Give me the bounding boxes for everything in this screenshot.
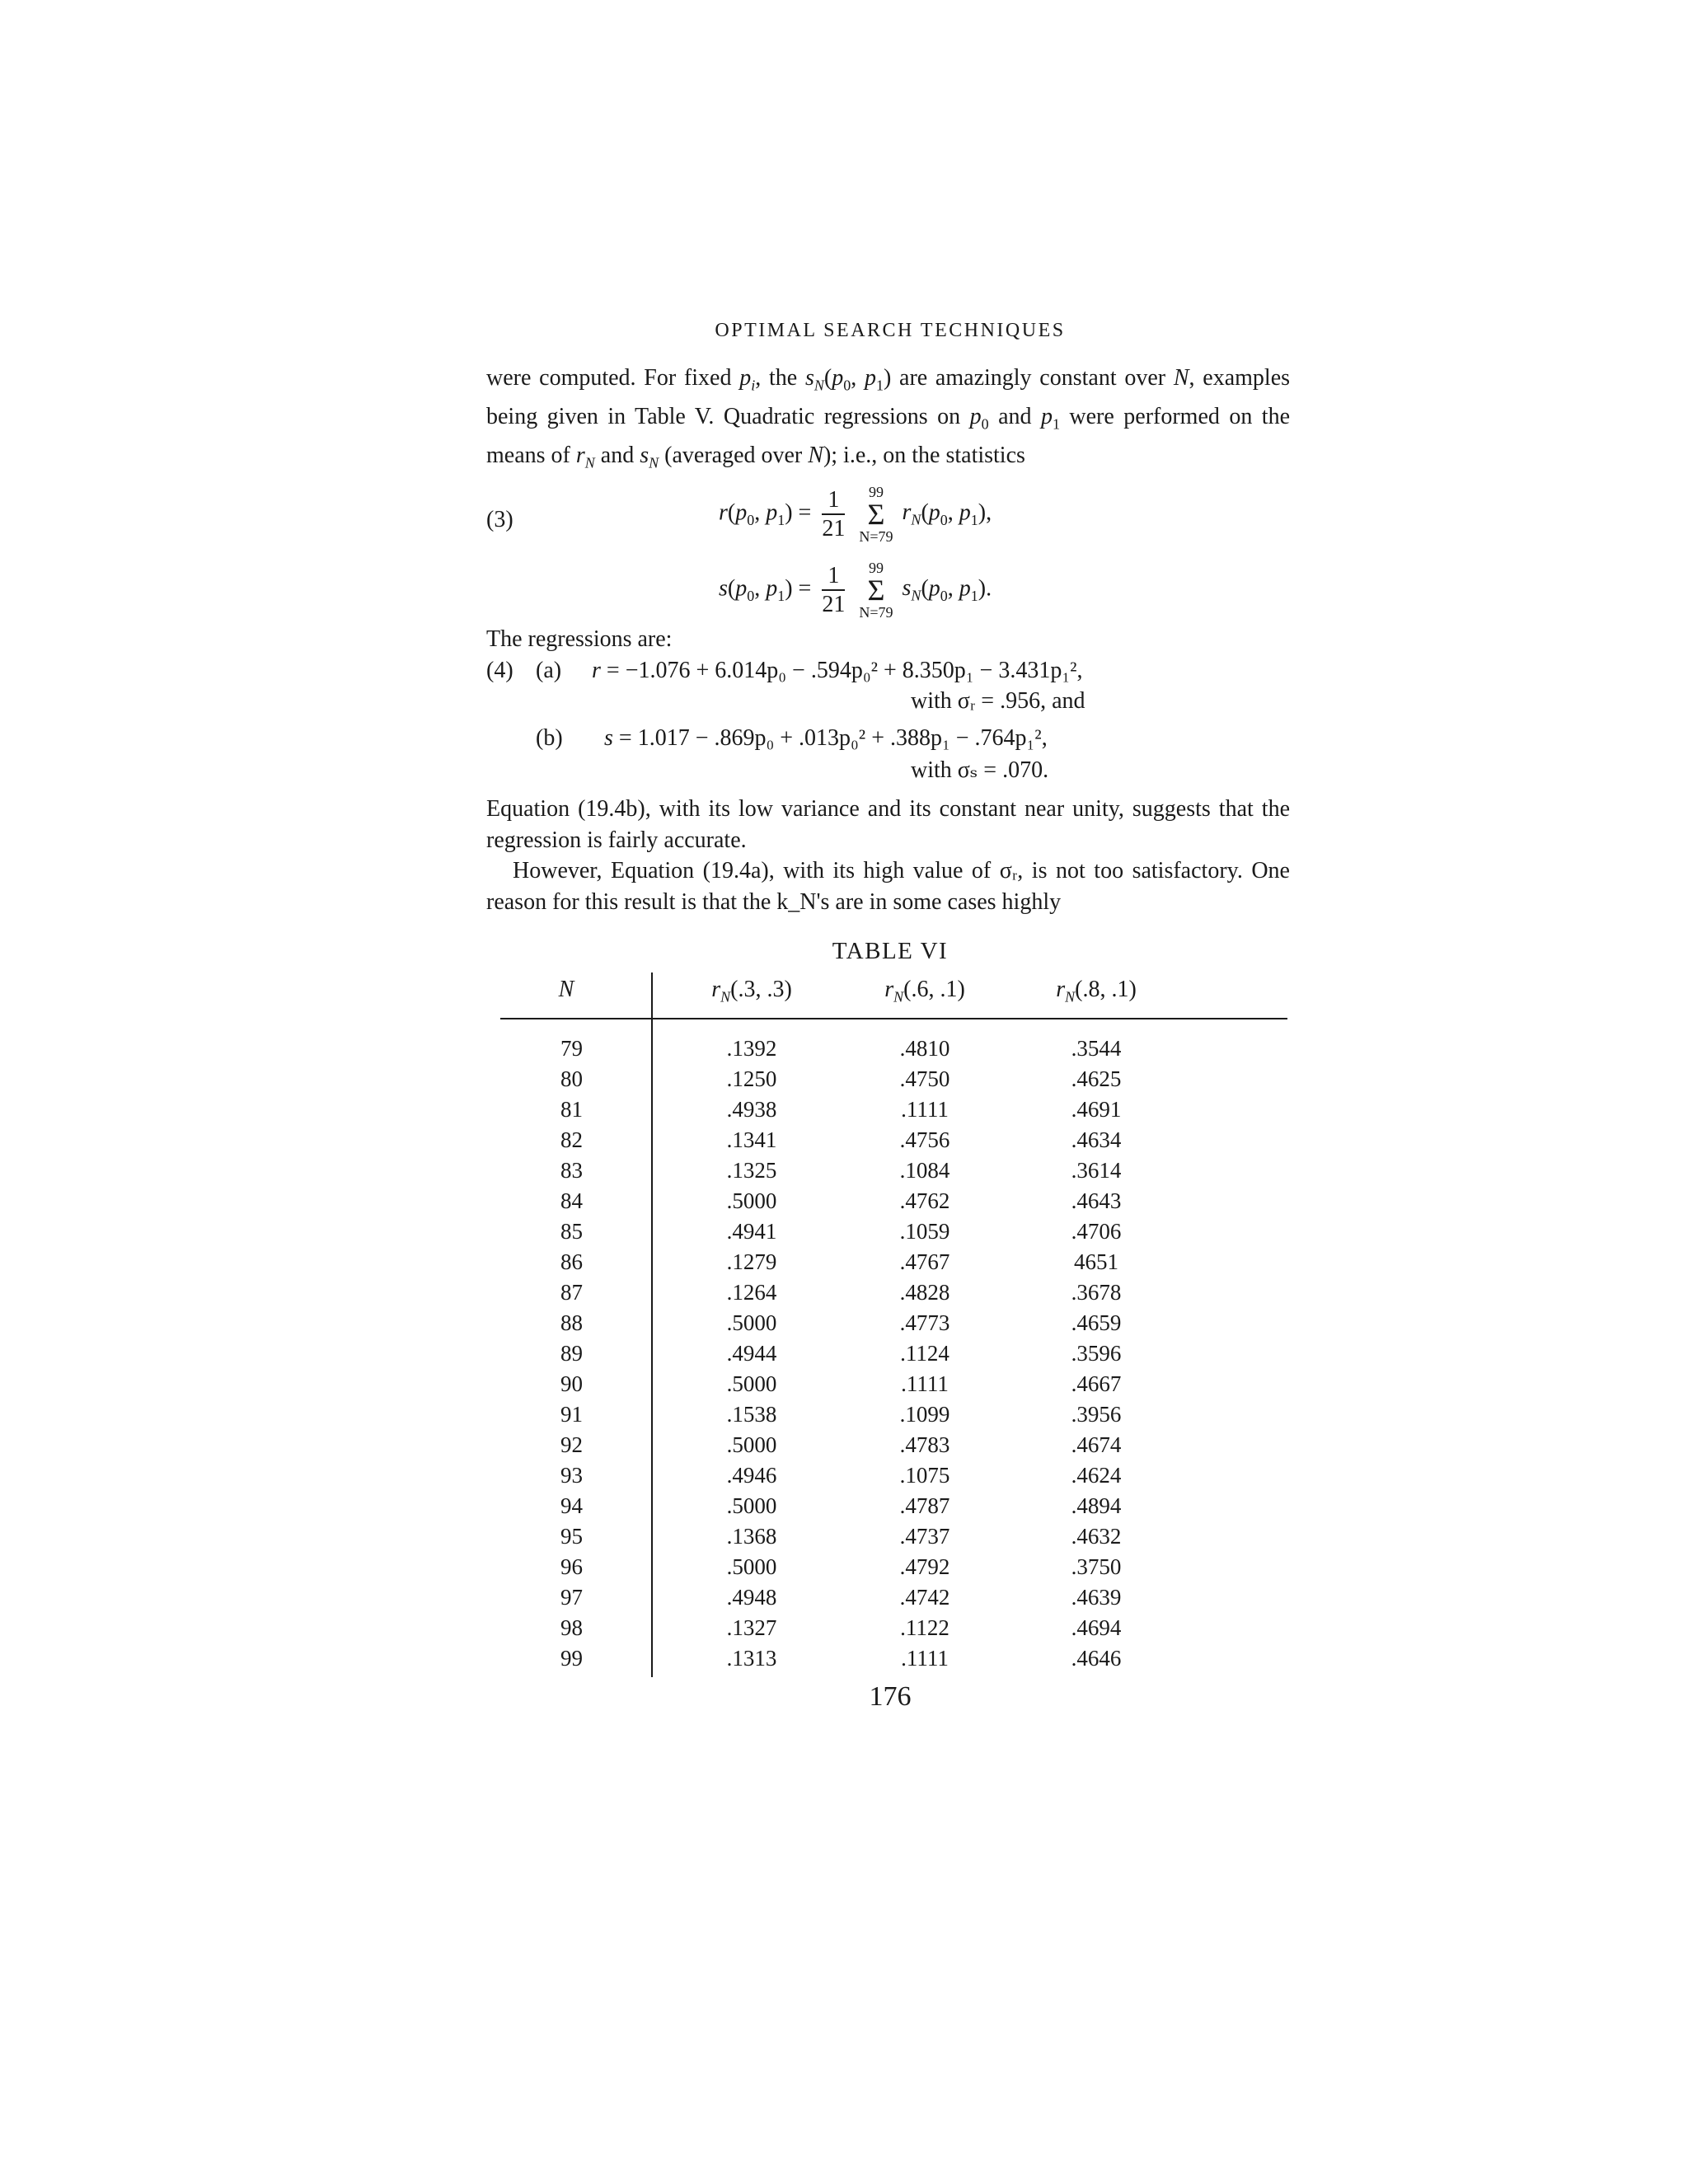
table-row <box>500 1524 1287 1554</box>
table-cell: .4810 <box>899 1036 950 1061</box>
table-cell: .4659 <box>1071 1310 1122 1335</box>
table-cell: .4624 <box>1071 1463 1122 1488</box>
table-cell: .3750 <box>1071 1554 1122 1579</box>
table-row <box>500 1036 1287 1066</box>
table-row <box>500 1341 1287 1371</box>
table-cell: .4787 <box>899 1493 950 1518</box>
table-cell: 80 <box>560 1066 583 1091</box>
table-cell: .5000 <box>726 1493 777 1518</box>
table-row <box>500 1188 1287 1219</box>
table-row <box>500 1493 1287 1524</box>
regressions-intro: The regressions are: <box>486 626 673 652</box>
table-horizontal-rule <box>500 1018 1287 1019</box>
table-cell: .1124 <box>900 1341 950 1366</box>
paragraph-intro <box>486 363 1290 479</box>
table-cell: .1341 <box>726 1127 777 1152</box>
table-cell: .4646 <box>1071 1646 1122 1671</box>
table-cell: 86 <box>560 1249 583 1274</box>
table-cell: 93 <box>560 1463 583 1488</box>
table-cell: 96 <box>560 1554 583 1579</box>
col-header-r81: $r_N(.8$, .1) <box>1056 977 1137 1005</box>
col-header-r33: $r_N(.3$, .3) <box>711 977 792 1005</box>
table-cell: .1313 <box>726 1646 777 1671</box>
table-cell: .4894 <box>1071 1493 1122 1518</box>
table-cell: .4674 <box>1071 1432 1122 1457</box>
table-cell: .4767 <box>899 1249 950 1274</box>
table-cell: .1122 <box>900 1615 950 1640</box>
table-cell: .5000 <box>726 1432 777 1457</box>
equation-3-r: $r(p_0$, $p_1$) = $\frac{1}{21}$ 99 Σ N=79 $r_N(p_0$, $p_1$), <box>719 484 992 545</box>
table-cell: .4742 <box>899 1585 950 1610</box>
running-head: OPTIMAL SEARCH TECHNIQUES <box>715 320 1066 341</box>
table-cell: 88 <box>560 1310 583 1335</box>
fraction: $\frac{1}{21}$ <box>822 562 846 617</box>
table-cell: .4691 <box>1071 1097 1122 1122</box>
table-cell: .1075 <box>899 1463 950 1488</box>
table-cell: .1111 <box>901 1097 949 1122</box>
table-cell: 94 <box>560 1493 583 1518</box>
equation-4a-label: (a) <box>536 658 562 683</box>
table-cell: .1250 <box>726 1066 777 1091</box>
table-cell: .4938 <box>726 1097 777 1122</box>
table-cell: 90 <box>560 1371 583 1396</box>
intro-text: were computed. For fixed $p_i$, the $s_N(p_0$, $p_1$) are amazingly constant over N, examples being given in Table V. Quadratic regressions on $p_0$ and $p_1$ were performed on the means of $r_N$ and $s_N$ (averaged over N); i.e., on the statistics <box>486 365 1291 471</box>
table-cell: 92 <box>560 1432 583 1457</box>
table-cell: .4634 <box>1071 1127 1122 1152</box>
table-body <box>500 1036 1287 1676</box>
table-cell: 82 <box>560 1127 583 1152</box>
table-cell: .4762 <box>899 1188 950 1213</box>
table-cell: .1327 <box>726 1615 777 1640</box>
table-cell: .4828 <box>899 1280 950 1305</box>
table-cell: .4792 <box>899 1554 950 1579</box>
table-cell: 97 <box>560 1585 583 1610</box>
table-row <box>500 1646 1287 1676</box>
table-cell: 95 <box>560 1524 583 1549</box>
equation-3-label: (3) <box>486 507 513 532</box>
table-cell: .3596 <box>1071 1341 1122 1366</box>
paragraph-low-variance: Equation (19.4b), with its low variance and its constant near unity, suggests that the regression is fairly accurate. <box>486 796 1290 853</box>
table-cell: 4651 <box>1074 1249 1118 1274</box>
table-cell: .4773 <box>899 1310 950 1335</box>
col-header-n: N <box>558 977 574 1002</box>
table-row <box>500 1097 1287 1127</box>
equation-4-label: (4) <box>486 658 513 683</box>
table-cell: .4625 <box>1071 1066 1122 1091</box>
table-cell: 99 <box>560 1646 583 1671</box>
table-cell: .4694 <box>1071 1615 1122 1640</box>
table-row <box>500 1371 1287 1402</box>
col-header-r61: $r_N(.6$, .1) <box>884 977 965 1005</box>
table-cell: .5000 <box>726 1371 777 1396</box>
table-cell: .4632 <box>1071 1524 1122 1549</box>
table-cell: .4737 <box>899 1524 950 1549</box>
table-cell: .4750 <box>899 1066 950 1091</box>
table-cell: .5000 <box>726 1188 777 1213</box>
table-row <box>500 1402 1287 1432</box>
table-cell: 83 <box>560 1158 583 1183</box>
table-row <box>500 1554 1287 1585</box>
table-cell: .5000 <box>726 1310 777 1335</box>
table-cell: .1111 <box>901 1646 949 1671</box>
table-cell: 85 <box>560 1219 583 1244</box>
table-cell: 84 <box>560 1188 583 1213</box>
fraction: $\frac{1}{21}$ <box>822 486 846 541</box>
paragraph-high-sigma: However, Equation (19.4a), with its high value of σᵣ, is not too satisfactory. One reason for this result is that the k_N's are in some cases highly <box>486 858 1290 915</box>
table-cell: .1325 <box>726 1158 777 1183</box>
table-title: TABLE VI <box>832 938 949 964</box>
table-cell: .1279 <box>726 1249 777 1274</box>
table-cell: .4706 <box>1071 1219 1122 1244</box>
table-cell: .4944 <box>726 1341 777 1366</box>
table-cell: .1059 <box>899 1219 950 1244</box>
table-cell: .4639 <box>1071 1585 1122 1610</box>
table-cell: .1392 <box>726 1036 777 1061</box>
sum-symbol: 99 Σ N=79 <box>859 484 893 545</box>
table-cell: 89 <box>560 1341 583 1366</box>
table-cell: .3614 <box>1071 1158 1122 1183</box>
table-cell: .3678 <box>1071 1280 1122 1305</box>
table-cell: .1368 <box>726 1524 777 1549</box>
table-row <box>500 1219 1287 1249</box>
table-row <box>500 1310 1287 1341</box>
equation-3-s: $s(p_0$, $p_1$) = $\frac{1}{21}$ 99 Σ N=79 $s_N(p_0$, $p_1$). <box>719 560 992 621</box>
table-row <box>500 1463 1287 1493</box>
table-cell: .4948 <box>726 1585 777 1610</box>
table-cell: 98 <box>560 1615 583 1640</box>
table-row <box>500 1158 1287 1188</box>
table-row <box>500 1585 1287 1615</box>
table-row <box>500 1615 1287 1646</box>
table-row <box>500 1127 1287 1158</box>
table-cell: .1264 <box>726 1280 777 1305</box>
table-cell: .4756 <box>899 1127 950 1152</box>
equation-4b-sigma: with σₛ = .070. <box>911 757 1049 783</box>
table-cell: .1084 <box>899 1158 950 1183</box>
table-cell: .4941 <box>726 1219 777 1244</box>
table-cell: 87 <box>560 1280 583 1305</box>
page-number: 176 <box>869 1681 912 1712</box>
equation-4a-sigma: with σᵣ = .956, and <box>911 688 1085 714</box>
equation-4b-label: (b) <box>536 725 563 751</box>
table-row <box>500 1249 1287 1280</box>
table-cell: .3544 <box>1071 1036 1122 1061</box>
table-cell: .5000 <box>726 1554 777 1579</box>
sum-symbol: 99 Σ N=79 <box>859 560 893 621</box>
table-cell: .1111 <box>901 1371 949 1396</box>
table-cell: .4946 <box>726 1463 777 1488</box>
table-cell: 81 <box>560 1097 583 1122</box>
table-cell: .4783 <box>899 1432 950 1457</box>
table-cell: 91 <box>560 1402 583 1427</box>
table-cell: .4667 <box>1071 1371 1122 1396</box>
equation-4b: s = 1.017 − .869p₀ + .013p₀² + .388p₁ − .764p₁², <box>604 725 1048 751</box>
table-cell: .3956 <box>1071 1402 1122 1427</box>
table-cell: 79 <box>560 1036 583 1061</box>
table-cell: .4643 <box>1071 1188 1122 1213</box>
table-row <box>500 1280 1287 1310</box>
table-cell: .1099 <box>899 1402 950 1427</box>
equation-4a: r = −1.076 + 6.014p₀ − .594p₀² + 8.350p₁ − 3.431p₁², <box>592 658 1083 683</box>
table-vi <box>500 960 1287 1685</box>
table-row <box>500 1066 1287 1097</box>
table-cell: .1538 <box>726 1402 777 1427</box>
table-row <box>500 1432 1287 1463</box>
